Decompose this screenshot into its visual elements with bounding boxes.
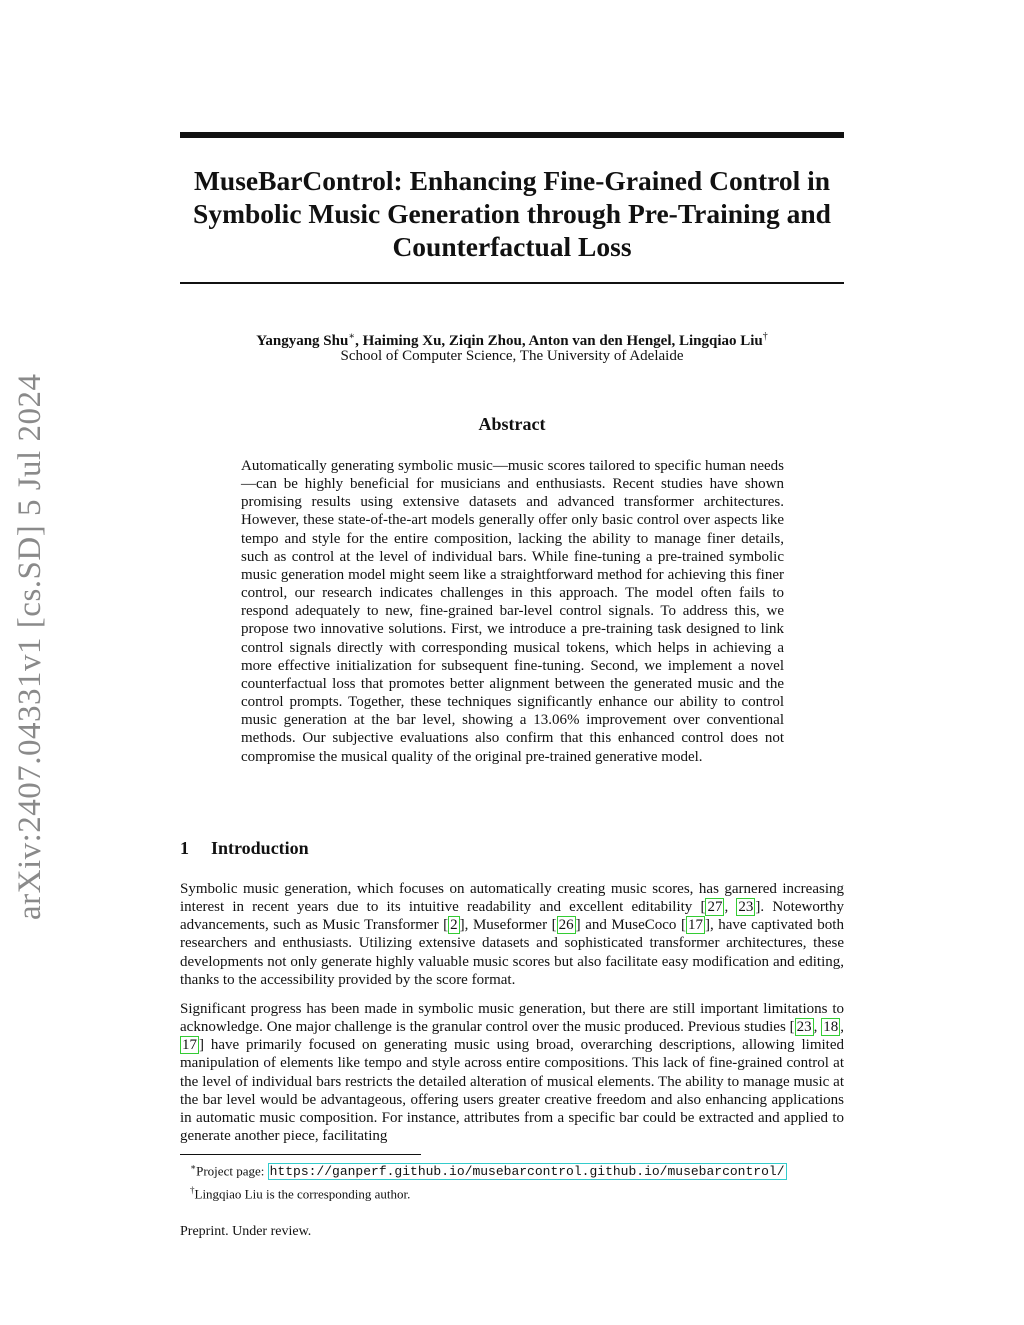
citation-link[interactable]: 27 [707, 899, 723, 916]
preprint-status: Preprint. Under review. [180, 1224, 312, 1239]
section-number: 1 [180, 838, 189, 858]
citation-link[interactable]: 17 [687, 917, 703, 934]
title-top-rule [180, 132, 844, 138]
other-authors: , Haiming Xu, Ziqin Zhou, Anton van den Hengel, Lingqiao Liu [355, 333, 763, 349]
title-bottom-rule [180, 282, 844, 284]
author-affiliation: School of Computer Science, The University of Adelaide [340, 348, 684, 364]
footnotes [190, 1158, 844, 1204]
abstract-heading: Abstract [478, 414, 546, 434]
project-page-link[interactable]: https://ganperf.github.io/musebarcontrol.github.io/musebarcontrol/ [269, 1164, 785, 1180]
citation-link[interactable]: 18 [823, 1019, 839, 1036]
introduction-paragraph-1: Symbolic music generation, which focuses on automatically creating music scores, has garnered increasing interest in recent years due to its intuitive readability and excellent editability [ 27 , 23 ]. Noteworthy advancements, such as Music Transformer [ 2 ], Museformer [ 26 ] and MuseCoco [ 17 ], have captivated both researchers and enthusiasts. Utilizing extensive datasets and sophisticated transformer architectures, these developments not only generate highly valuable music scores but also facilitate easy modification and editing, thanks to the accessibility provided by the score format. [180, 881, 844, 988]
footnote-project-page: ∗Project page: https://ganperf.github.io/musebarcontrol.github.io/musebarcontrol/ [190, 1162, 785, 1180]
citation-link[interactable]: 2 [450, 917, 458, 934]
citation-link[interactable]: 23 [796, 1019, 812, 1036]
citation-link[interactable]: 26 [558, 917, 574, 934]
paper-title: MuseBarControl: Enhancing Fine-Grained Control in Symbolic Music Generation through Pre-Training and Counterfactual Loss [193, 165, 831, 262]
section-heading-introduction [180, 838, 844, 859]
citation-link[interactable]: 23 [738, 899, 754, 916]
introduction-paragraph-2: Significant progress has been made in symbolic music generation, but there are still important limitations to acknowledge. One major challenge is the granular control over the music produced. Previous studies [ 23 , 18 , 17 ] have primarily focused on generating music using broad, overarching descriptions, allowing limited manipulation of elements like tempo and style across entire compositions. This lack of fine-grained control at the level of individual bars restricts the detailed alteration of musical elements. The ability to manage music at the bar level would be advantageous, offering users greater creative freedom and also enhancing applications in automatic music composition. For instance, attributes from a specific bar could be extracted and applied to generate another piece, facilitating [180, 1001, 844, 1145]
footnote-corresponding-author: †Lingqiao Liu is the corresponding author. [190, 1185, 411, 1202]
abstract-text: Automatically generating symbolic music—music scores tailored to specific human needs—can be highly beneficial for musicians and enthusiasts. Recent studies have shown promising results using extensive datasets and advanced transformer architectures. However, these state-of-the-art models generally offer only basic control over aspects like tempo and style for the entire composition, lacking the ability to manage finer details, such as control at the level of individual bars. While fine-tuning a pre-trained symbolic music generation model might seem like a straightforward method for achieving this finer control, our research indicates challenges in this approach. The model often fails to respond adequately to new, fine-grained bar-level control signals. To address this, we propose two innovative solutions. First, we introduce a pre-training task designed to link control signals directly with corresponding musical tokens, which helps in achieving a more effective initialization for subsequent fine-tuning. Second, we implement a novel counterfactual loss that promotes better alignment between the generated music and the control prompts. Together, these techniques significantly enhance our ability to control music generation at the bar level, showing a 13.06% improvement over conventional methods. Our subjective evaluations also confirm that this enhanced control does not compromise the musical quality of the original pre-trained generative model. [241, 458, 784, 765]
first-author: Yangyang Shu [256, 333, 349, 349]
footnote-rule [180, 1154, 421, 1155]
citation-link[interactable]: 17 [182, 1037, 197, 1054]
arxiv-identifier-stamp[interactable]: arXiv:2407.04331v1 [cs.SD] 5 Jul 2024 [12, 373, 48, 920]
author-footnote-mark[interactable]: ∗ [348, 331, 356, 342]
corresponding-author-mark[interactable]: † [762, 331, 768, 342]
section-title: Introduction [211, 838, 309, 858]
